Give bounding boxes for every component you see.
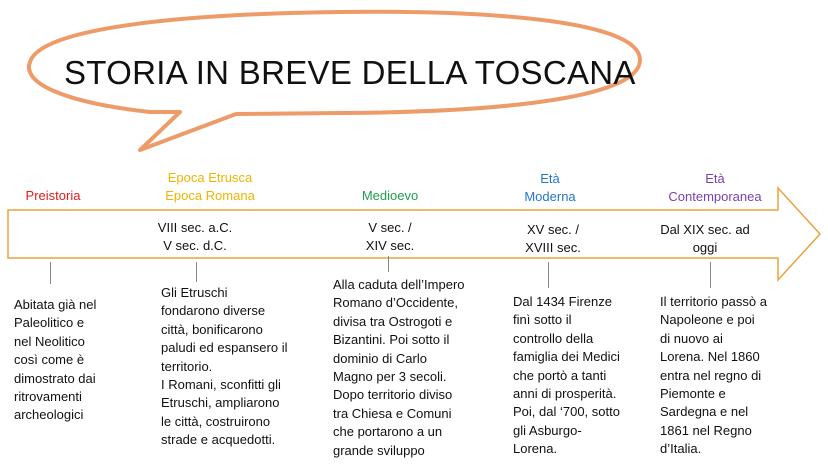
connector-line (710, 262, 711, 288)
date-line: VIII sec. a.C. (157, 220, 233, 235)
description-line: strade e acquedotti. (161, 432, 276, 448)
description-line: entra nel regno di (660, 367, 762, 383)
era-label-line: Preistoria (25, 188, 81, 203)
description-medioevo (333, 276, 483, 460)
description-line: Il territorio passò a (660, 294, 767, 309)
era-label-line: Età (540, 171, 560, 186)
description-line: Dopo territorio diviso (333, 387, 453, 403)
description-line: Alla caduta dell’Impero (333, 277, 465, 292)
date-line: XV sec. / (526, 222, 580, 237)
era-label-line: Epoca Etrusca (167, 170, 253, 185)
description-line: territorio. (161, 358, 213, 374)
description-line: Gli Etruschi (161, 285, 228, 300)
description-preistoria (14, 296, 134, 425)
date-line: V sec. / (368, 220, 412, 235)
description-line: divisa tra Ostrogoti e (333, 313, 453, 329)
description-line: Napoleone e poi (660, 312, 755, 328)
description-line: Paleolitico e (14, 315, 85, 331)
era-label-line: Medioevo (361, 188, 419, 203)
description-line: le città, costruirono (161, 413, 271, 429)
description-line: finì sotto il (513, 312, 572, 328)
date-line: XIV sec. (365, 238, 415, 253)
date-line: XVIII sec. (525, 240, 581, 255)
description-line: ritrovamenti (14, 389, 82, 405)
description-line: Etruschi, ampliarono (161, 395, 280, 411)
date-line: V sec. d.C. (163, 238, 227, 253)
date-contemporanea (645, 221, 765, 257)
description-line: Poi, dal ‘700, sotto (513, 404, 620, 420)
era-label-line: Contemporanea (668, 189, 762, 204)
connector-line (50, 262, 51, 284)
description-line: 1861 nel Regno (660, 422, 752, 438)
description-line: archeologici (14, 407, 84, 423)
era-label-etrusca-romana (140, 169, 280, 205)
description-line: I Romani, sconfitti gli (161, 377, 281, 393)
connector-line (548, 262, 549, 288)
era-label-line: Moderna (524, 189, 576, 204)
description-line: grande sviluppo (333, 442, 425, 458)
description-line: Dal 1434 Firenze (513, 294, 612, 309)
description-line: città, bonificarono (161, 321, 263, 337)
description-line: di nuovo ai (660, 330, 723, 346)
date-line: oggi (692, 240, 718, 255)
description-line: dimostrato dai (14, 370, 96, 386)
description-line: Magno per 3 secoli. (333, 369, 447, 385)
description-contemporanea (660, 293, 820, 459)
description-line: anni di prosperità. (513, 386, 617, 402)
description-line: Lorena. Nel 1860 (660, 349, 760, 365)
description-line: Lorena. (513, 441, 558, 457)
description-line: così come è (14, 352, 85, 368)
era-label-contemporanea (650, 170, 780, 206)
description-line: famiglia dei Medici (513, 349, 620, 365)
description-line: tra Chiesa e Comuni (333, 405, 452, 421)
description-line: Sardegna e nel (660, 404, 749, 420)
description-line: Bizantini. Poi sotto il (333, 332, 450, 348)
description-line: nel Neolitico (14, 333, 85, 349)
description-line: d’Italia. (660, 441, 702, 457)
description-line: Piemonte e (660, 386, 726, 402)
page-title: STORIA IN BREVE DELLA TOSCANA (64, 54, 636, 91)
description-line: che portò a tanti (513, 367, 607, 383)
date-medioevo (330, 219, 450, 255)
date-moderna (493, 221, 613, 257)
era-label-moderna (490, 170, 610, 206)
description-line: Abitata già nel (14, 297, 97, 312)
description-line: che portarono a un (333, 424, 443, 440)
era-label-preistoria (10, 187, 96, 205)
description-line: fondarono diverse (161, 303, 266, 319)
era-label-line: Epoca Romana (165, 188, 255, 203)
description-line: gli Asburgo- (513, 422, 582, 438)
connector-line (388, 256, 389, 272)
description-line: paludi ed espansero il (161, 340, 288, 356)
description-etrusca-romana (161, 284, 311, 450)
description-line: Romano d’Occidente, (333, 295, 459, 311)
date-line: Dal XIX sec. ad (660, 222, 750, 237)
connector-line (196, 262, 197, 282)
description-line: dominio di Carlo (333, 350, 427, 366)
era-label-line: Età (705, 171, 725, 186)
date-etrusca-romana (130, 219, 260, 255)
description-moderna (513, 293, 663, 459)
description-line: controllo della (513, 330, 594, 346)
era-label-medioevo (330, 187, 450, 205)
